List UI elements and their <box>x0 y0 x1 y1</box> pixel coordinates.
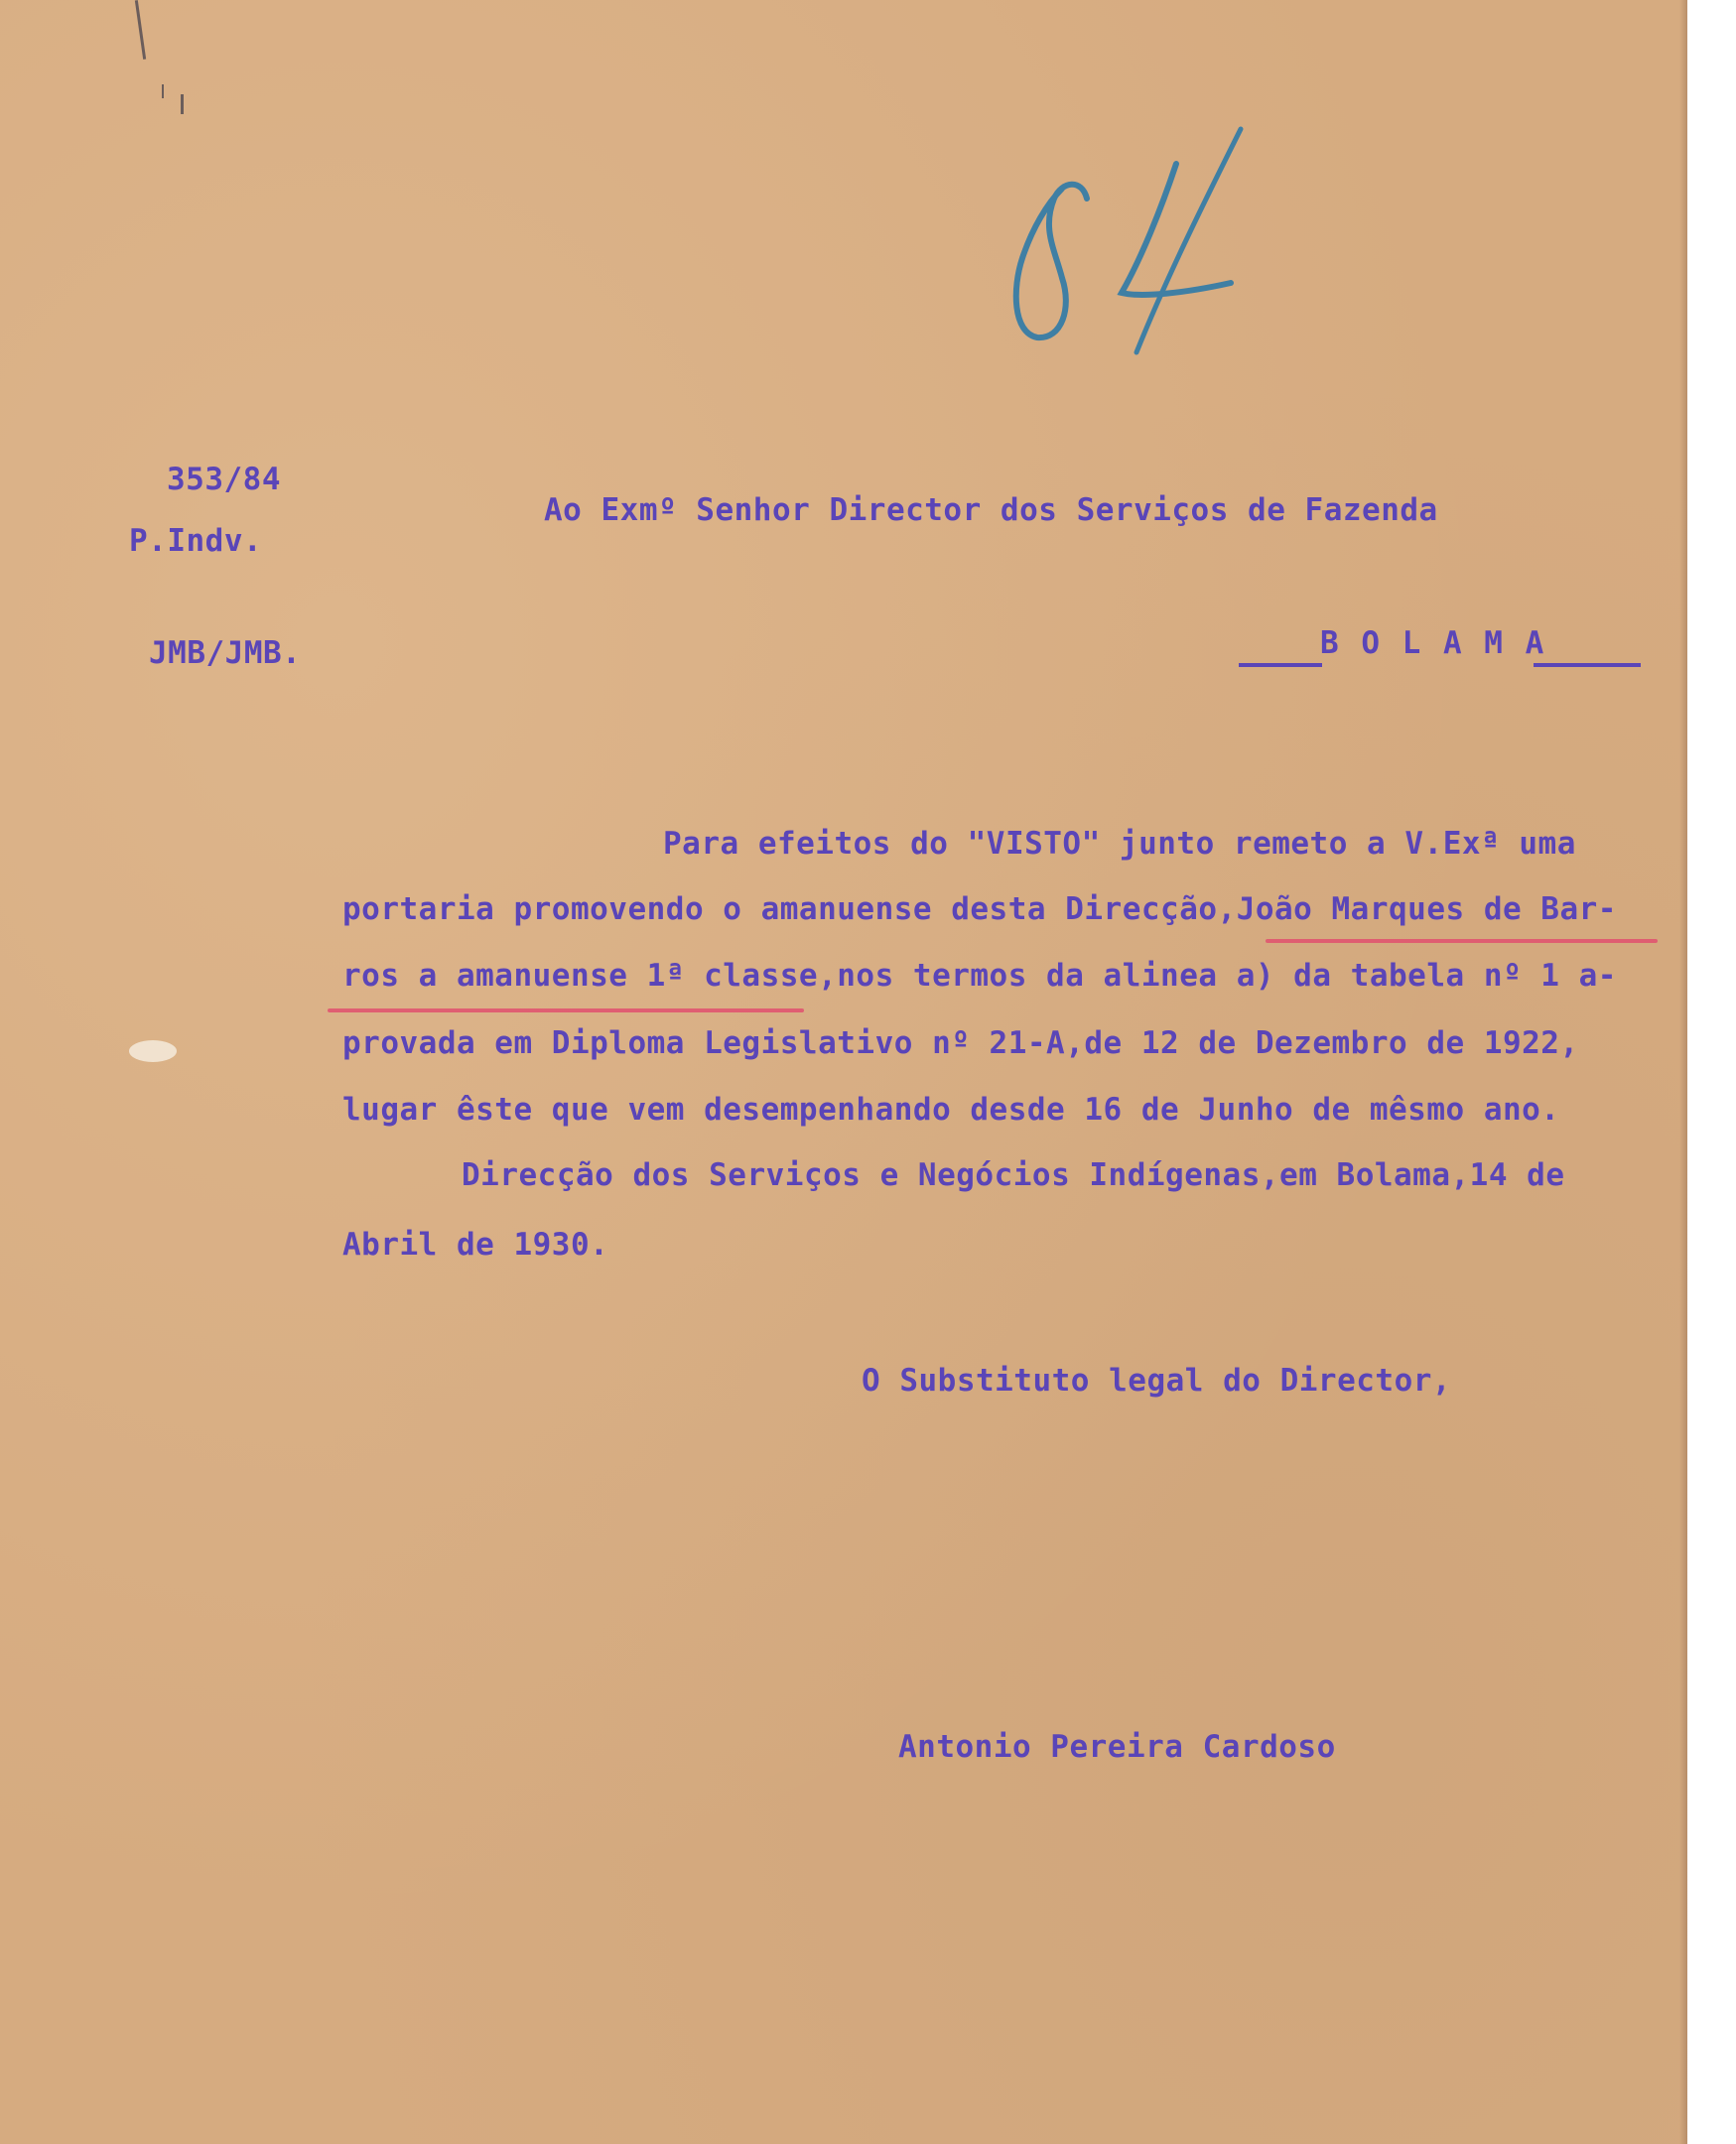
red-pencil-underline-2 <box>328 1008 804 1012</box>
addressee-line: Ao Exmº Senhor Director dos Serviços de Fazenda <box>544 492 1438 528</box>
body-line-2: portaria promovendo o amanuense desta Direcção,João Marques de Bar- <box>342 891 1617 927</box>
paper-stain <box>129 1040 177 1062</box>
body-line-1: Para efeitos do "VISTO" junto remeto a V.Exª uma <box>663 826 1576 862</box>
body-line-4: provada em Diploma Legislativo nº 21-A,de 12 de Dezembro de 1922, <box>342 1025 1579 1061</box>
place-underline-left <box>1239 663 1322 667</box>
body-line-7: Abril de 1930. <box>342 1227 609 1263</box>
closing-line: O Substituto legal do Director, <box>862 1363 1452 1399</box>
place-underline-right <box>1534 663 1641 667</box>
red-pencil-underline-1 <box>1266 939 1658 943</box>
page-edge-shadow <box>1679 0 1687 2144</box>
body-line-6: Direcção dos Serviços e Negócios Indígenas,em Bolama,14 de <box>462 1157 1565 1193</box>
reference-number: 353/84 <box>167 462 281 497</box>
reference-code: P.Indv. <box>129 523 263 559</box>
handwritten-folio-number <box>993 119 1261 367</box>
signatory-name: Antonio Pereira Cardoso <box>898 1729 1336 1765</box>
paper-mark <box>181 94 184 114</box>
addressee-place: B O L A M A <box>1320 625 1546 661</box>
body-line-3: ros a amanuense 1ª classe,nos termos da alinea a) da tabela nº 1 a- <box>342 958 1617 994</box>
body-line-5: lugar êste que vem desempenhando desde 16 de Junho de mêsmo ano. <box>342 1092 1560 1128</box>
paper-mark <box>162 84 164 98</box>
reference-initials: JMB/JMB. <box>149 635 302 671</box>
paper-mark <box>135 0 146 60</box>
